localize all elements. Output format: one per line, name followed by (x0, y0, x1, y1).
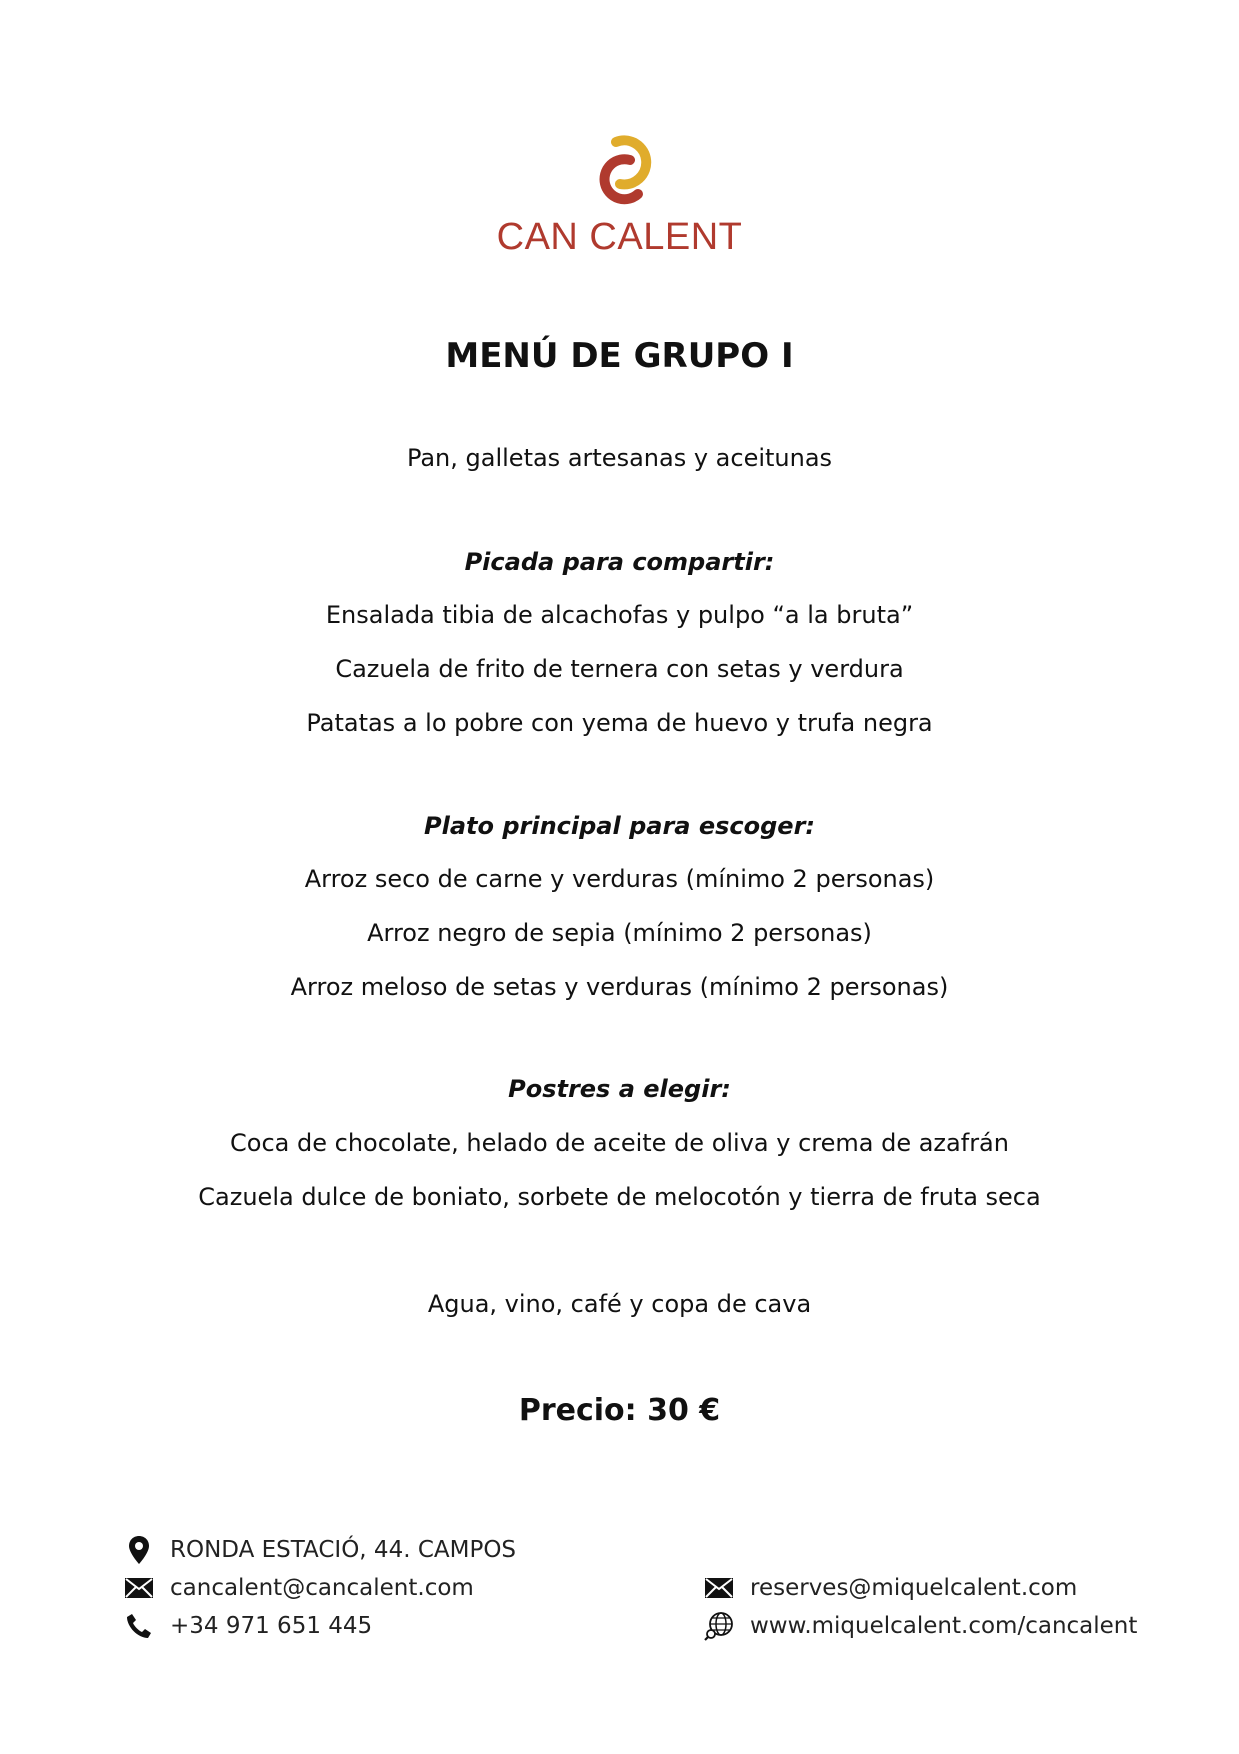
location-pin-icon (124, 1535, 154, 1565)
contact-phone[interactable] (124, 1611, 372, 1641)
menu-item: Patatas a lo pobre con yema de huevo y trufa negra (306, 709, 933, 737)
globe-icon (704, 1611, 734, 1641)
contact-email[interactable] (124, 1573, 474, 1603)
menu-item: Arroz negro de sepia (mínimo 2 personas) (367, 919, 872, 947)
email-text[interactable]: cancalent@cancalent.com (170, 1575, 474, 1601)
section-heading-picada: Picada para compartir: (464, 548, 775, 576)
menu-item: Arroz meloso de setas y verduras (mínimo 2 personas) (290, 973, 949, 1001)
address-text: RONDA ESTACIÓ, 44. CAMPOS (170, 1537, 517, 1563)
menu-item: Ensalada tibia de alcachofas y pulpo “a la bruta” (325, 601, 914, 629)
phone-text[interactable]: +34 971 651 445 (170, 1613, 373, 1639)
restaurant-logo (0, 120, 1239, 259)
phone-icon (124, 1611, 154, 1641)
logo-mark-icon (580, 120, 660, 210)
menu-price: Precio: 30 € (518, 1393, 721, 1428)
reservations-text[interactable]: reserves@miquelcalent.com (750, 1575, 1078, 1601)
menu-item: Cazuela de frito de ternera con setas y verdura (335, 655, 904, 683)
menu-drinks: Agua, vino, café y copa de cava (427, 1290, 812, 1318)
contact-address (124, 1535, 516, 1565)
section-heading-principal: Plato principal para escoger: (424, 812, 815, 840)
envelope-icon (704, 1573, 734, 1603)
menu-item: Arroz seco de carne y verduras (mínimo 2 personas) (304, 865, 935, 893)
menu-item: Cazuela dulce de boniato, sorbete de melocotón y tierra de fruta seca (198, 1183, 1041, 1211)
brand-name: CAN CALENT (496, 216, 743, 258)
menu-title: MENÚ DE GRUPO I (445, 336, 794, 376)
contact-website[interactable] (704, 1611, 1137, 1641)
envelope-icon (124, 1573, 154, 1603)
website-text[interactable]: www.miquelcalent.com/cancalent (750, 1613, 1138, 1639)
section-heading-postres: Postres a elegir: (508, 1075, 731, 1103)
menu-intro: Pan, galletas artesanas y aceitunas (406, 444, 833, 472)
contact-reservations[interactable] (704, 1573, 1077, 1603)
menu-item: Coca de chocolate, helado de aceite de oliva y crema de azafrán (230, 1129, 1009, 1157)
